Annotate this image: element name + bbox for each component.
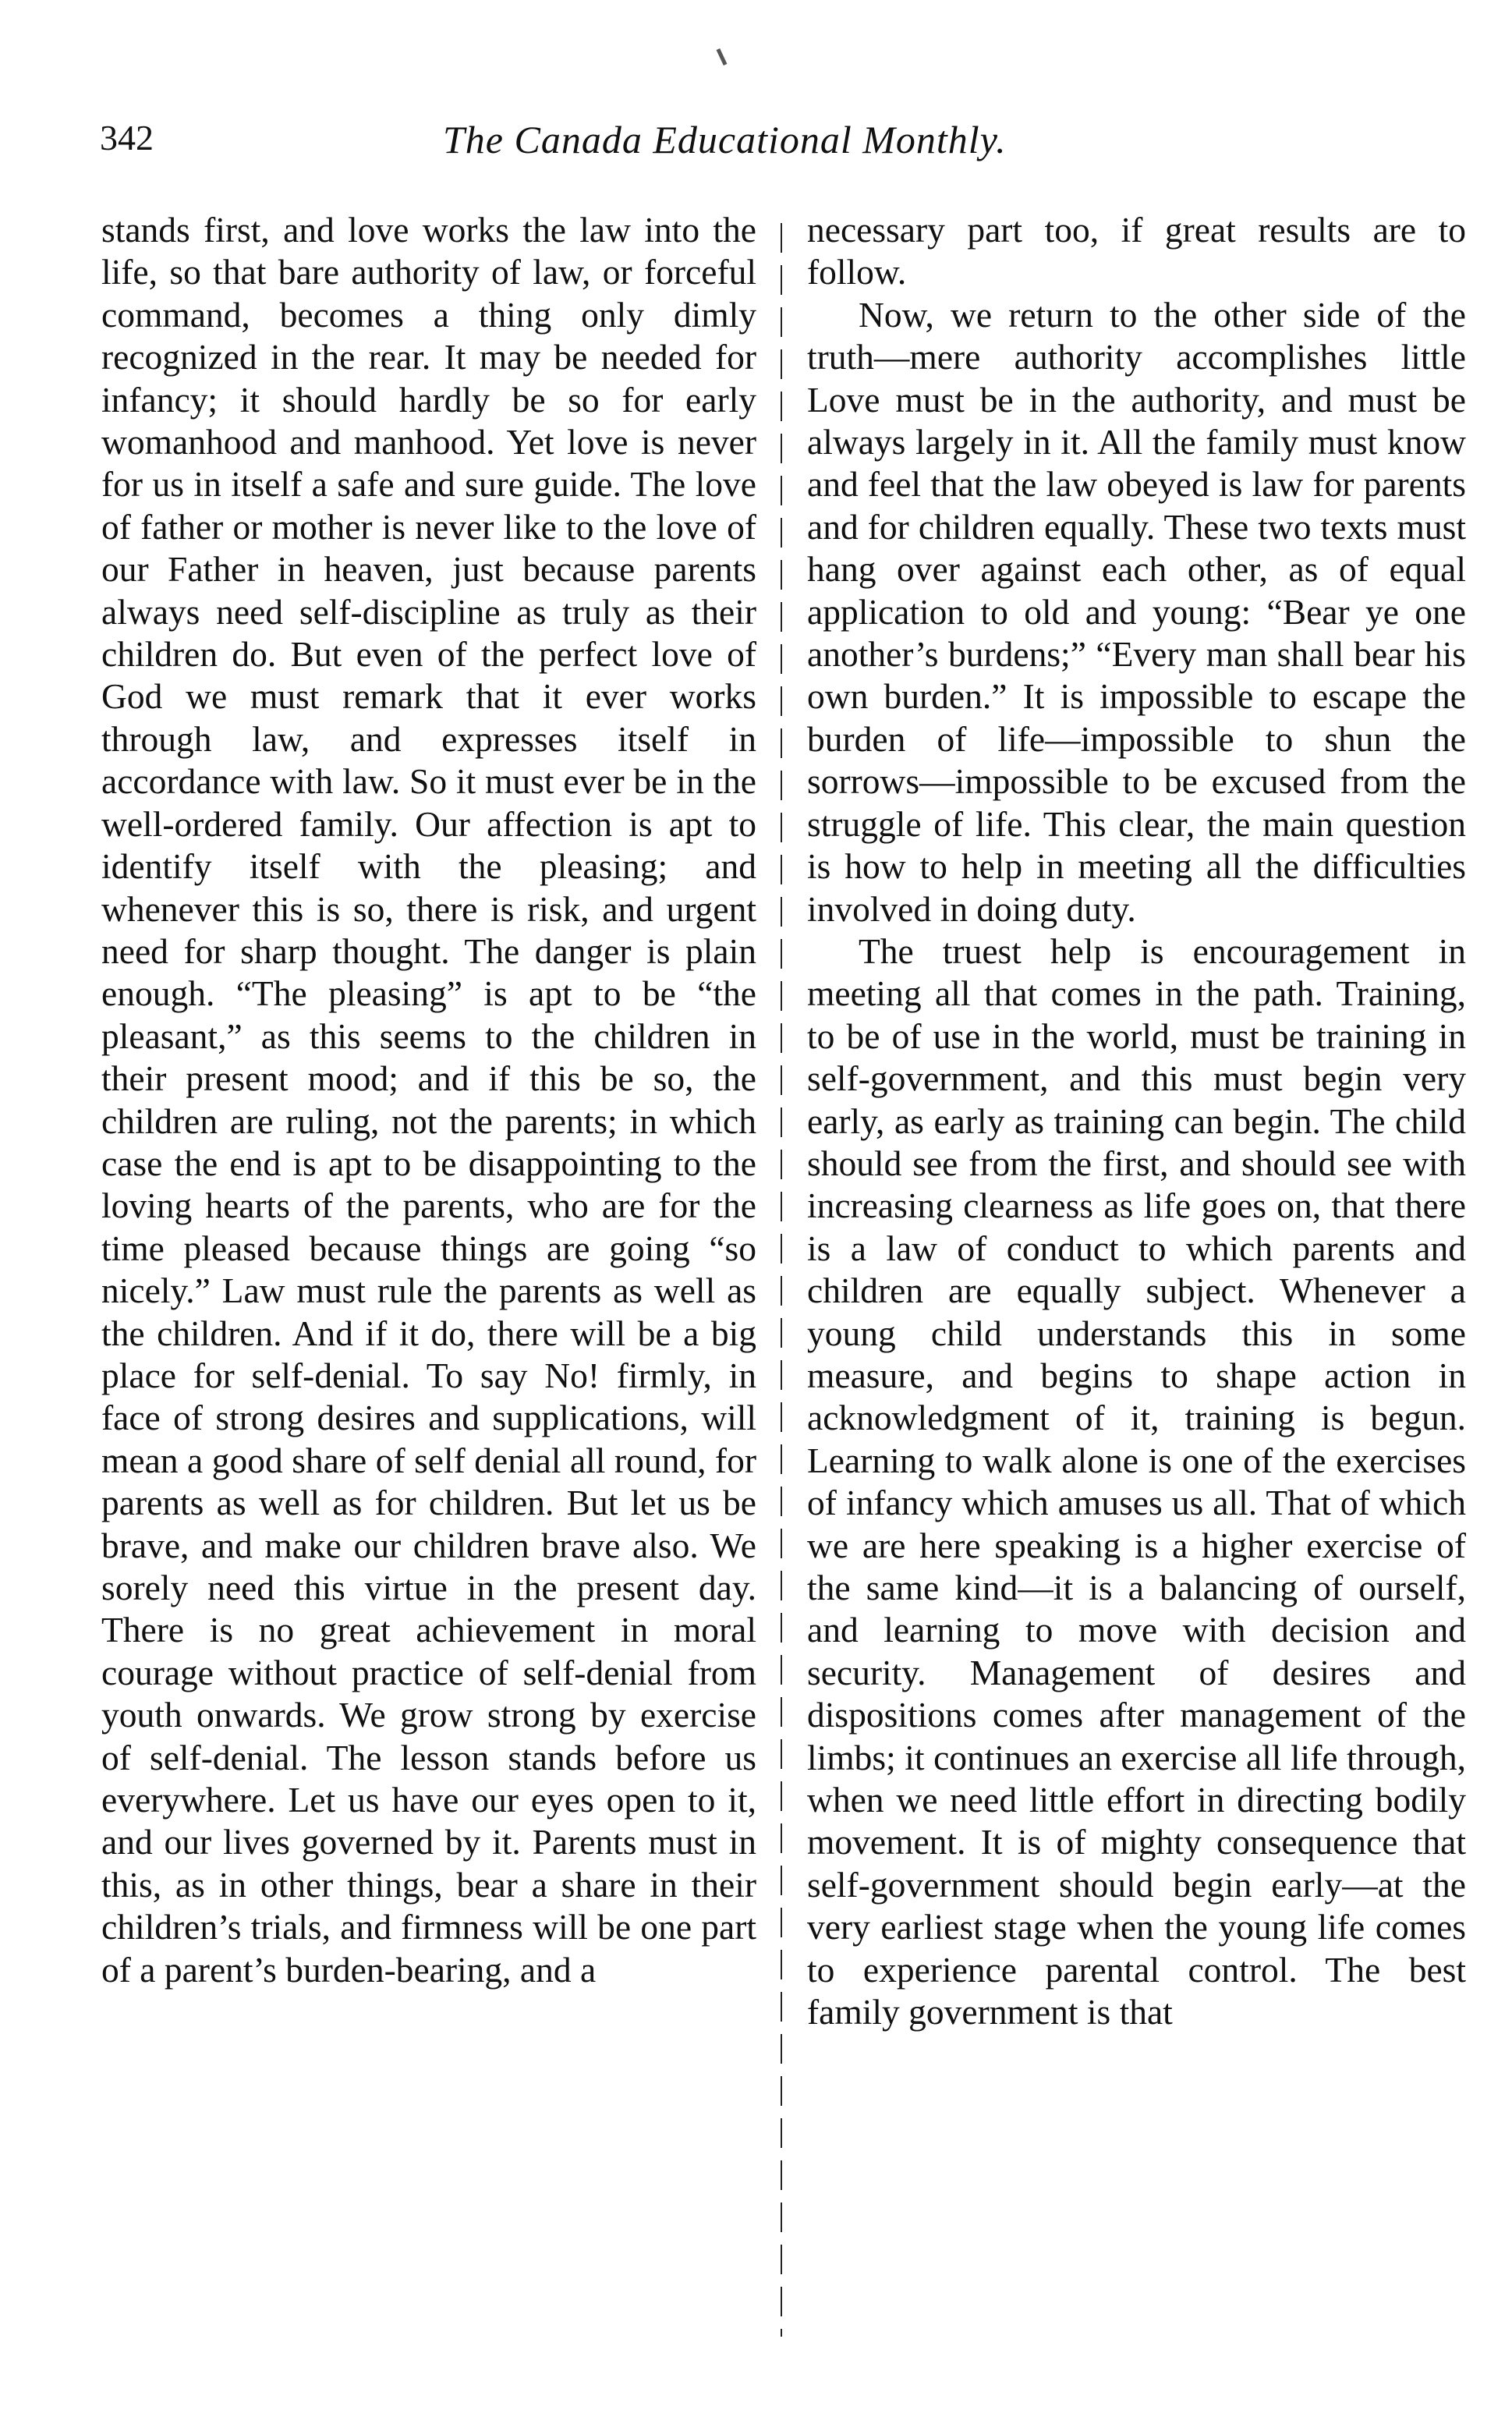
column-divider (781, 223, 782, 2337)
right-column (807, 209, 1466, 2033)
right-column-paragraph-3: The truest help is encouragement in meeting all that comes in the path. Training, to be of use in the world, must be training in self-government, and this must begin very early, as early as training can begin. The child should see from the first, and should see with increasing clearness as life goes on, that there is a law of conduct to which parents and children are equally subject. Whenever a young child understands this in some measure, and begins to shape action in acknowledgment of it, training is begun. Learning to walk alone is one of the exercises of infancy which amuses us all. That of which we are here speaking is a higher exercise of the same kind—it is a balancing of ourself, and learning to move with decision and security. Management of desires and dispositions comes after management of the limbs; it continues an exercise all life through, when we need little effort in directing bodily movement. It is of mighty consequence that self-government should begin early—at the very earliest stage when the young life comes to experience parental control. The best family government is that (807, 930, 1466, 2032)
right-column-paragraph-1: necessary part too, if great results are to follow. (807, 210, 1466, 292)
left-column (101, 209, 756, 1991)
left-column-paragraph: stands first, and love works the law into the life, so that bare authority of law, or forceful command, becomes a thing only dimly recognized in the rear. It may be needed for infancy; it should hardly be so for early womanhood and manhood. Yet love is never for us in itself a safe and sure guide. The love of father or mother is never like to the love of our Father in heaven, just because parents always need self-discipline as truly as their children do. But even of the perfect love of God we must remark that it ever works through law, and expresses itself in accordance with law. So it must ever be in the well-ordered family. Our affection is apt to identify itself with the pleasing; and whenever this is so, there is risk, and urgent need for sharp thought. The danger is plain enough. “The pleasing” is apt to be “the pleasant,” as this seems to the children in their present mood; and if this be so, the children are ruling, not the parents; in which case the end is apt to be disappointing to the loving hearts of the parents, who are for the time pleased because things are going “so nicely.” Law must rule the parents as well as the children. And if it do, there will be a big place for self-denial. To say No! firmly, in face of strong desires and supplications, will mean a good share of self denial all round, for parents as well as for children. But let us be brave, and make our children brave also. We sorely need this virtue in the present day. There is no great achievement in moral courage without practice of self-denial from youth onwards. We grow strong by exercise of self-denial. The lesson stands before us everywhere. Let us have our eyes open to it, and our lives governed by it. Parents must in this, as in other things, bear a share in their children’s trials, and firmness will be one part of a parent’s burden-bearing, and a (101, 210, 756, 1990)
running-header (100, 117, 1184, 164)
journal-title: The Canada Educational Monthly. (443, 118, 1007, 161)
right-column-paragraph-2: Now, we return to the other side of the truth—mere authority accomplishes little Love must be in the authority, and must be always largely in it. All the family must know and feel that the law obeyed is law for parents and for children equally. These two texts must hang over against each other, as of equal application to old and young: “Bear ye one another’s burdens;” “Every man shall bear his own burden.” It is impossible to escape the burden of life—impossible to shun the sorrows—impossible to be excused from the struggle of life. This clear, the main question is how to help in meeting all the difficulties involved in doing duty. (807, 294, 1466, 929)
scan-speck (717, 48, 728, 66)
page-number: 342 (100, 118, 154, 158)
